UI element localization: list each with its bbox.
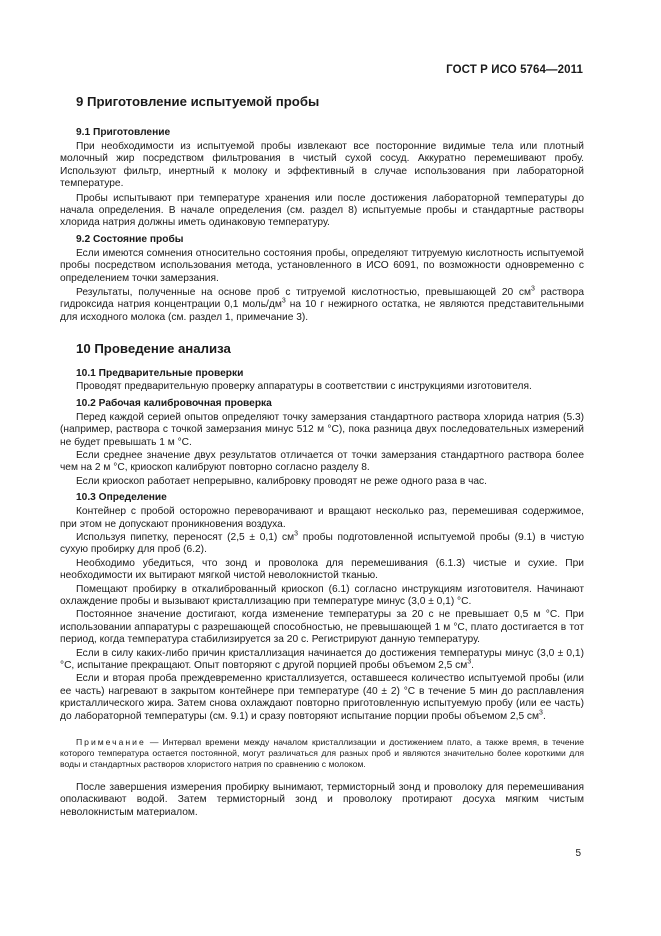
- page-number: 5: [575, 848, 581, 859]
- standard-header: ГОСТ Р ИСО 5764—2011: [446, 64, 583, 76]
- section-10-3-paragraph-2: Используя пипетку, переносят (2,5 ± 0,1) $см^3$ пробы подготовленной испытуемой пробы (9.1) в чистую сухую пробирку для проб (6.2).: [60, 530, 584, 556]
- section-10-3-paragraph-7: Если и вторая проба преждевременно кристаллизуется, оставшееся количество испытуемой пробы (или ее часть) нагревают в закрытом контейнере при температуре (40 ± 2) °C в течение 5 мин до расплавления кристаллического жира. Затем снова охлаждают повторно приготовленную испытуемую пробу (или ее часть) до лабораторной температуры (см. 9.1) и сразу повторяют испытание порции пробы объемом 2,5 $см^3$.: [60, 673, 584, 722]
- section-10-heading: 10 Проведение анализа: [76, 341, 231, 357]
- section-9-1-paragraph-1: При необходимости из испытуемой пробы извлекают все посторонние видимые тела или плотный молочный жир посредством фильтрования в чистый сухой сосуд. Аккуратно перемешивают пробу. Используют фильтр, инертный к молоку и эффективный в случае использования при лабораторной температуре.: [60, 141, 584, 190]
- section-10-3-paragraph-6: Если в силу каких-либо причин кристаллизация начинается до достижения температуры минус (3,0 ± 0,1) °C, испытание прекращают. Опыт повторяют с другой порцией пробы объемом 2,5 $см^3$.: [60, 647, 584, 671]
- section-10-2-paragraph-1: Перед каждой серией опытов определяют точку замерзания стандартного раствора хлорида натрия (5.3) (например, раствора с точкой замерзания минус 512 м °C), пока разница двух последовательных измерений не будет превышать 1 м °C.: [60, 411, 584, 448]
- section-10-3-paragraph-5: Постоянное значение достигают, когда изменение температуры за 20 с не превышает 0,5 м °C. При использовании аппаратуры с разрешающей способностью, не превышающей 1 м °C, плато достигается в тот период, когда температура стабилизируется за 20 с. Регистрируют данную температуру.: [60, 609, 584, 646]
- section-10-2-heading: 10.2 Рабочая калибровочная проверка: [76, 397, 272, 409]
- page-content: [60, 94, 584, 819]
- section-10-3-note: Примечание — Интервал времени между началом кристаллизации и достижением плато, а также время, в течение которого температура остается постоянной, могут различаться для разных проб и являются значительно более короткими для воды и стандартных растворов хлористого натрия по сравнению с молоком.: [60, 737, 584, 770]
- section-9-2-heading: 9.2 Состояние пробы: [76, 233, 184, 245]
- section-10-3-paragraph-1: Контейнер с пробой осторожно переворачивают и вращают несколько раз, перемешивая содержимое, при этом не допускают проникновения воздуха.: [60, 506, 584, 530]
- section-9-1-paragraph-2: Пробы испытывают при температуре хранения или после достижения лабораторной температуры до начала определения. В начале определения (см. раздел 8) испытуемые пробы и стандартные растворы хлорида натрия должны иметь одинаковую температуру.: [60, 192, 584, 229]
- note-label: Примечание: [76, 737, 146, 748]
- section-10-1-heading: 10.1 Предварительные проверки: [76, 368, 244, 380]
- section-9-2-paragraph-2: Результаты, полученные на основе проб с титруемой кислотностью, превышающей 20 $см^3$ раствора гидроксида натрия концентрации 0,1 моль/$дм^3$ на 10 г нежирного остатка, не являются представительными для исходного молока (см. раздел 1, примечание 3).: [60, 285, 585, 323]
- section-10-3-paragraph-3: Необходимо убедиться, что зонд и проволока для перемешивания (6.1.3) чистые и сухие. При необходимости их вытирают мягкой чистой неволокнистой тканью.: [60, 557, 584, 582]
- section-9-1-heading: 9.1 Приготовление: [76, 127, 171, 138]
- section-10-3-paragraph-4: Помещают пробирку в откалиброванный криоскоп (6.1) согласно инструкциям изготовителя. Начинают охлаждение пробы и вызывают кристаллизацию при температуре минус (3,0 ± 0,1) °C.: [60, 583, 584, 607]
- section-10-3-paragraph-8: После завершения измерения пробирку вынимают, термисторный зонд и проволоку для перемешивания ополаскивают водой. Затем термисторный зонд и проволоку протирают досуха мягким чистым неволокнистым материалом.: [60, 782, 584, 818]
- section-10-3-heading: 10.3 Определение: [76, 492, 167, 504]
- section-10-2-paragraph-3: Если криоскоп работает непрерывно, калибровку проводят не реже одного раза в час.: [76, 475, 487, 487]
- section-10-1-paragraph-1: Проводят предварительную проверку аппаратуры в соответствии с инструкциями изготовителя.: [76, 381, 532, 393]
- section-10-2-paragraph-2: Если среднее значение двух результатов отличается от точки замерзания стандартного раствора более чем на 2 м °C, криоскоп калибруют повторно согласно разделу 8.: [60, 449, 584, 474]
- section-9-2-paragraph-1: Если имеются сомнения относительно состояния пробы, определяют титруемую кислотность испытуемой пробы посредством использования метода, установленного в ИСО 6091, по возможности одновременно с определением точки замерзания.: [60, 247, 584, 284]
- section-9-heading: 9 Приготовление испытуемой пробы: [76, 94, 320, 109]
